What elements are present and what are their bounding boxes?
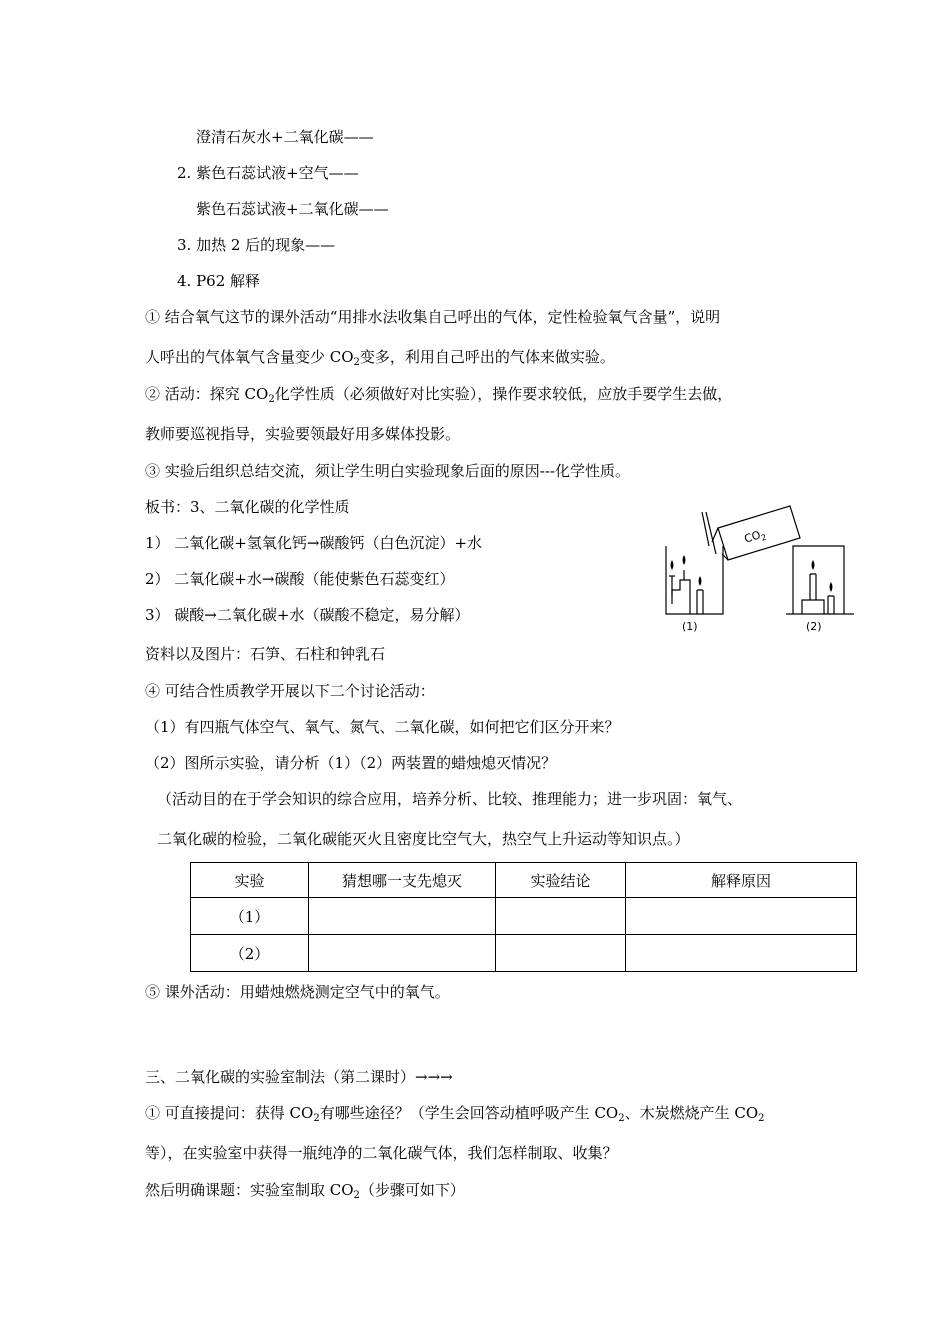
- table-cell: （1）: [191, 898, 309, 935]
- section-3-line-1: ① 可直接提问：获得 $CO_2$有哪些途径？（学生会回答动植呼吸产生 $CO_2$、木炭燃烧产生 $CO_2$: [145, 1104, 765, 1124]
- step-platform: [672, 580, 690, 614]
- paragraph-2-line-1: ② 活动：探究 $CO_2$化学性质（必须做好对比实验），操作要求较低，应放手要学生去做，: [145, 385, 733, 405]
- candle-experiment-figure: [658, 502, 868, 634]
- paragraph-1-line-1: ① 结合氧气这节的课外活动“用排水法收集自己呼出的气体，定性检验氧气含量”，说明: [145, 308, 721, 326]
- short-candle-2: [828, 596, 834, 614]
- board-line-3: 3） 碳酸→二氧化碳+水（碳酸不稳定，易分解）: [145, 606, 470, 624]
- paragraph-1-line-2: 人呼出的气体氧气含量变少 $CO_2$变多，利用自己呼出的气体来做实验。: [145, 348, 615, 368]
- table-row: [191, 935, 857, 972]
- flame-icon: [671, 560, 674, 570]
- section-3-heading: 三、二氧化碳的实验室制法（第二课时）→→→: [145, 1068, 453, 1086]
- table-cell: （2）: [191, 935, 309, 972]
- board-heading: 板书：3、二氧化碳的化学性质: [145, 498, 350, 516]
- flame-icon: [699, 576, 702, 586]
- text-line: 2. 紫色石蕊试液+空气——: [177, 164, 359, 182]
- pour-edge: [706, 512, 716, 554]
- flame-icon: [830, 582, 833, 592]
- table-cell: [626, 898, 857, 935]
- paragraph-5: ⑤ 课外活动：用蜡烛燃烧测定空气中的氧气。: [145, 983, 450, 1001]
- flame-icon: [683, 555, 686, 565]
- tall-candle-2: [810, 574, 816, 600]
- figure-label-2: (2): [806, 620, 822, 633]
- table-header: 实验: [191, 863, 309, 898]
- section-3-line-3: 然后明确课题：实验室制取 $CO_2$（步骤可如下）: [145, 1181, 465, 1201]
- table-header: 实验结论: [496, 863, 626, 898]
- beaker-1: [666, 546, 723, 614]
- text-line: 4. P62 解释: [177, 272, 261, 290]
- board-line-1: 1） 二氧化碳+氢氧化钙→碳酸钙（白色沉淀）+水: [145, 534, 483, 552]
- note-line-2: 二氧化碳的检验，二氧化碳能灭火且密度比空气大，热空气上升运动等知识点。）: [157, 830, 690, 848]
- table-cell: [309, 935, 496, 972]
- board-line-4: 资料以及图片：石笋、石柱和钟乳石: [145, 645, 386, 663]
- paragraph-2-line-2: 教师要巡视指导，实验要领最好用多媒体投影。: [145, 425, 461, 443]
- table-header: 解释原因: [626, 863, 857, 898]
- flame-icon: [812, 560, 815, 570]
- text-line: 紫色石蕊试液+二氧化碳——: [196, 200, 389, 218]
- glass-rod: [702, 512, 709, 546]
- beaker-2: [793, 546, 844, 614]
- board-line-2: 2） 二氧化碳+水→碳酸（能使紫色石蕊变红）: [145, 570, 455, 588]
- text-line: 3. 加热 2 后的现象——: [177, 236, 336, 254]
- table-header: 猜想哪一支先熄灭: [309, 863, 496, 898]
- table-cell: [496, 935, 626, 972]
- question-1: （1）有四瓶气体空气、氧气、氮气、二氧化碳，如何把它们区分开来？: [145, 718, 620, 736]
- experiment-table: [190, 862, 857, 972]
- section-3-line-2: 等），在实验室中获得一瓶纯净的二氧化碳气体，我们怎样制取、收集？: [145, 1144, 618, 1162]
- table-cell: [626, 935, 857, 972]
- figure-label-1: (1): [682, 620, 698, 633]
- step-platform-2: [802, 600, 824, 614]
- bottle-label: $CO_2$: [742, 528, 768, 546]
- note-line-1: （活动目的在于学会知识的综合应用，培养分析、比较、推理能力；进一步巩固：氧气、: [157, 790, 743, 808]
- table-cell: [496, 898, 626, 935]
- question-2: （2）图所示实验，请分析（1）（2）两装置的蜡烛熄灭情况？: [145, 754, 557, 772]
- paragraph-3: ③ 实验后组织总结交流，须让学生明白实验现象后面的原因---化学性质。: [145, 462, 630, 480]
- table-cell: [309, 898, 496, 935]
- paragraph-4: ④ 可结合性质教学开展以下二个讨论活动：: [145, 682, 435, 700]
- table-row: [191, 898, 857, 935]
- text-line: 澄清石灰水+二氧化碳——: [196, 128, 374, 146]
- table-header-row: [191, 863, 857, 898]
- short-candle-1: [697, 590, 703, 614]
